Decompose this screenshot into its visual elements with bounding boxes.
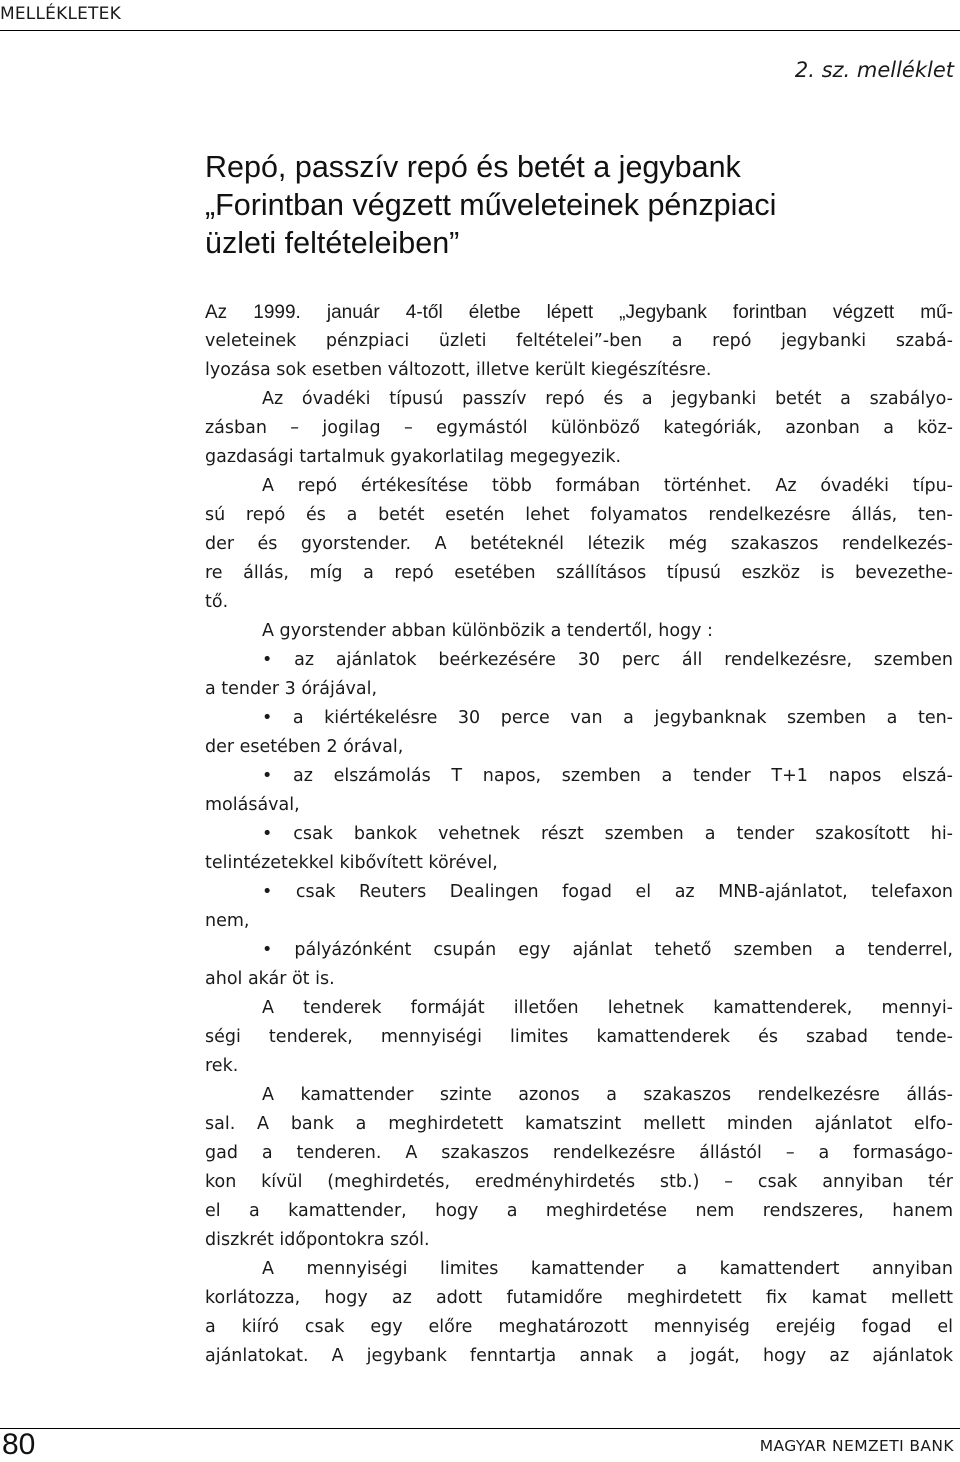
body-line: ajánlatokat. A jegybank fenntartja annak a jogát, hogy az ajánlatok <box>205 1346 953 1366</box>
body-line: A mennyiségi limites kamattender a kamattendert annyiban <box>262 1259 953 1279</box>
body-line: telintézetekkel kibővített körével, <box>205 853 498 873</box>
body-line: a tender 3 órájával, <box>205 679 378 699</box>
bullet-line: • csak Reuters Dealingen fogad el az MNB-ajánlatot, telefaxon <box>262 882 953 902</box>
body-line: A tenderek formáját illetően lehetnek kamattenderek, mennyi- <box>262 998 953 1018</box>
body-line: rek. <box>205 1056 239 1076</box>
body-line: kon kívül (meghirdetés, eredményhirdetés stb.) – csak annyiban tér <box>205 1172 953 1192</box>
bullet-line: • pályázónként csupán egy ajánlat tehető szemben a tenderrel, <box>262 940 953 960</box>
body-line: gad a tenderen. A szakaszos rendelkezésre állástól – a formaságo- <box>205 1143 953 1163</box>
bullet-line: • csak bankok vehetnek részt szemben a tender szakosított hi- <box>262 824 953 844</box>
page-title <box>205 148 945 262</box>
body-line: sú repó és a betét esetén lehet folyamatos rendelkezésre állás, ten- <box>205 505 953 525</box>
annex-label: 2. sz. melléklet <box>794 58 954 82</box>
body-text <box>205 298 953 1371</box>
title-line: Repó, passzív repó és betét a jegybank <box>205 150 741 184</box>
body-line: A kamattender szinte azonos a szakaszos rendelkezésre állás- <box>262 1085 953 1105</box>
page-number: 80 <box>2 1428 36 1461</box>
body-line: gazdasági tartalmuk gyakorlatilag megegyezik. <box>205 447 622 467</box>
body-line: korlátozza, hogy az adott futamidőre meghirdetett fix kamat mellett <box>205 1288 953 1308</box>
body-line: veleteinek pénzpiaci üzleti feltételei”-ben a repó jegybanki szabá- <box>205 331 953 351</box>
body-line: ségi tenderek, mennyiségi limites kamattenderek és szabad tende- <box>205 1027 953 1047</box>
body-line: der és gyorstender. A betéteknél létezik még szakaszos rendelkezés- <box>205 534 953 554</box>
body-line: A gyorstender abban különbözik a tendertől, hogy : <box>262 621 713 641</box>
footer-rule <box>0 1428 960 1429</box>
body-line: sal. A bank a meghirdetett kamatszint mellett minden ajánlatot elfo- <box>205 1114 953 1134</box>
body-line: der esetében 2 órával, <box>205 737 404 757</box>
body-line: Az 1999. január 4-től életbe lépett „Jegybank forintban végzett mű- <box>205 302 953 323</box>
body-line: molásával, <box>205 795 300 815</box>
bullet-line: • a kiértékelésre 30 perce van a jegybanknak szemben a ten- <box>262 708 953 728</box>
body-line: A repó értékesítése több formában történhet. Az óvadéki típu- <box>262 476 953 496</box>
bullet-line: • az ajánlatok beérkezésére 30 perc áll rendelkezésre, szemben <box>262 650 953 670</box>
body-line: tő. <box>205 592 229 612</box>
body-line: nem, <box>205 911 250 931</box>
body-line: diszkrét időpontokra szól. <box>205 1230 430 1250</box>
header-rule <box>0 30 960 31</box>
body-line: re állás, míg a repó esetében szállításos típusú eszköz is bevezethe- <box>205 563 953 583</box>
body-line: zásban – jogilag – egymástól különböző kategóriák, azonban a köz- <box>205 418 953 438</box>
body-line: a kiíró csak egy előre meghatározott mennyiség erejéig fogad el <box>205 1317 953 1337</box>
title-line: „Forintban végzett műveleteinek pénzpiaci <box>205 188 777 222</box>
body-line: lyozása sok esetben változott, illetve került kiegészítésre. <box>205 360 712 380</box>
body-line: Az óvadéki típusú passzív repó és a jegybanki betét a szabályo- <box>262 389 953 409</box>
publisher-name: MAGYAR NEMZETI BANK <box>759 1437 954 1455</box>
title-line: üzleti feltételeiben” <box>205 226 460 260</box>
running-head: MELLÉKLETEK <box>0 4 121 24</box>
bullet-line: • az elszámolás T napos, szemben a tender T+1 napos elszá- <box>262 766 953 786</box>
body-line: ahol akár öt is. <box>205 969 335 989</box>
body-line: el a kamattender, hogy a meghirdetése nem rendszeres, hanem <box>205 1201 953 1221</box>
